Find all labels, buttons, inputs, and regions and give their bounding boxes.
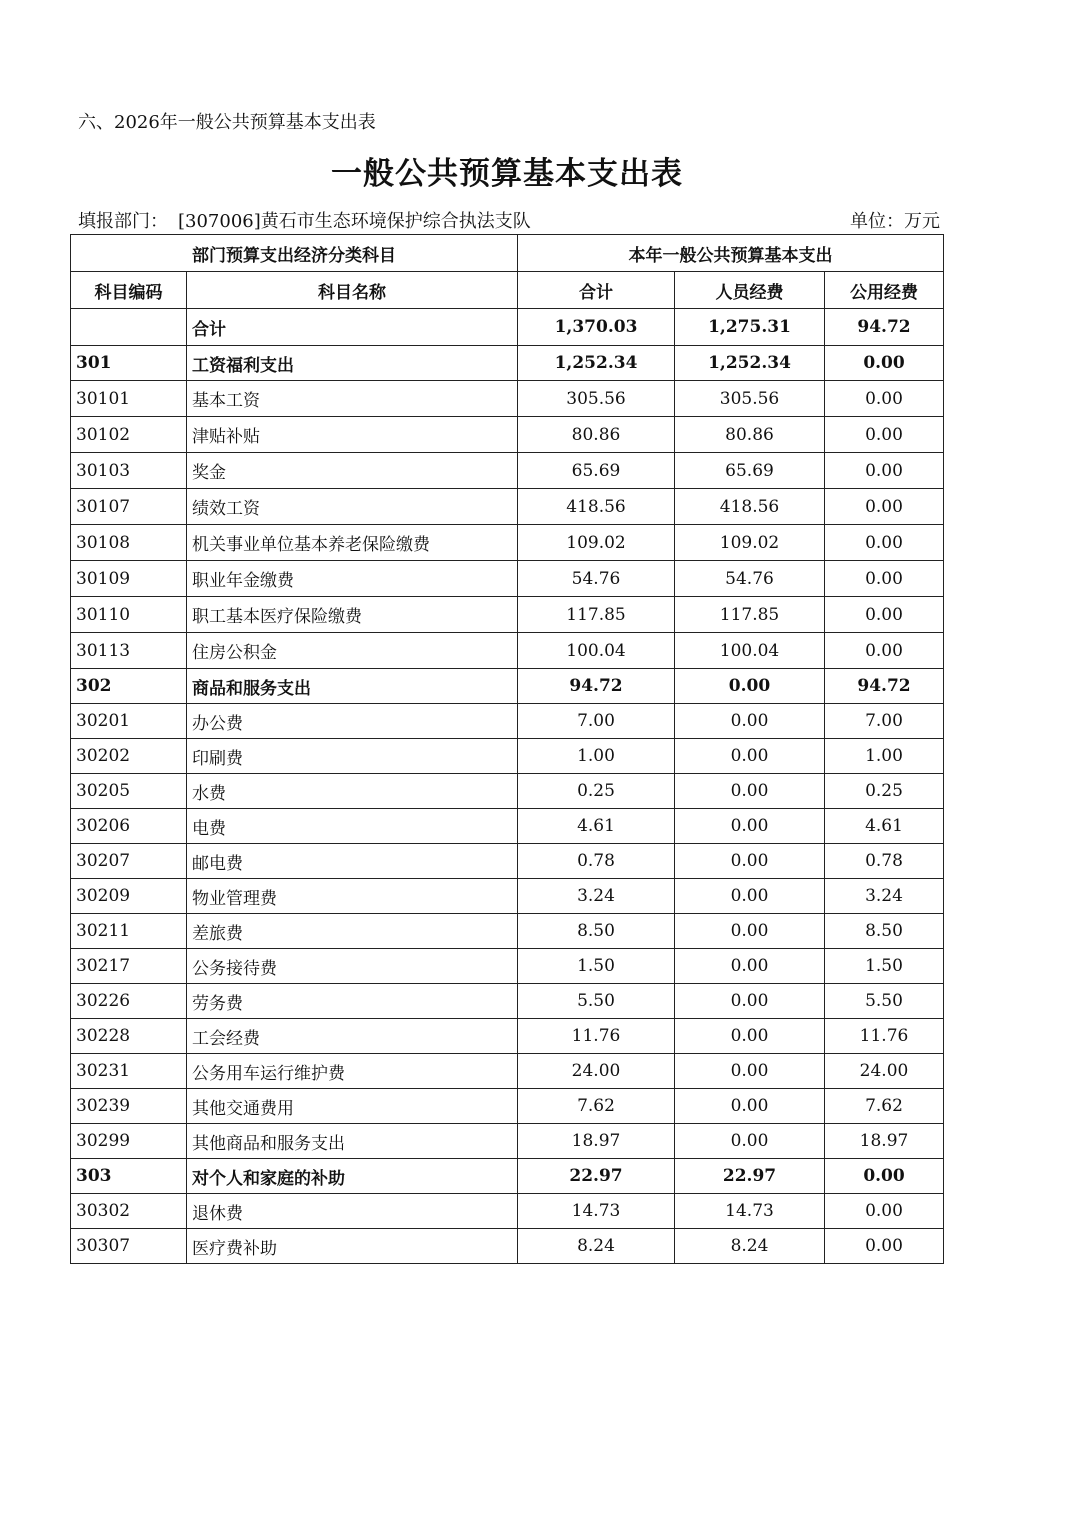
dept-label: 填报部门： xyxy=(78,211,168,232)
row-total: 418.56 xyxy=(518,489,675,525)
row-name: 公务用车运行维护费 xyxy=(187,1054,518,1089)
row-personnel: 100.04 xyxy=(675,633,825,669)
table-row xyxy=(71,525,944,561)
table-row xyxy=(71,809,944,844)
row-personnel: 8.24 xyxy=(675,1229,825,1264)
table-body xyxy=(71,235,944,1264)
row-public: 0.00 xyxy=(825,1194,944,1229)
row-name: 公务接待费 xyxy=(187,949,518,984)
row-name: 津贴补贴 xyxy=(187,417,518,453)
row-personnel: 418.56 xyxy=(675,489,825,525)
table-row xyxy=(71,453,944,489)
row-personnel: 0.00 xyxy=(675,669,825,704)
row-public: 0.00 xyxy=(825,525,944,561)
row-public: 1.50 xyxy=(825,949,944,984)
row-public: 7.62 xyxy=(825,1089,944,1124)
row-name: 住房公积金 xyxy=(187,633,518,669)
header-personnel: 人员经费 xyxy=(675,272,825,309)
row-name: 商品和服务支出 xyxy=(187,669,518,704)
row-personnel: 54.76 xyxy=(675,561,825,597)
table-row xyxy=(71,597,944,633)
row-public: 3.24 xyxy=(825,879,944,914)
row-public: 0.00 xyxy=(825,489,944,525)
row-public: 11.76 xyxy=(825,1019,944,1054)
row-total: 65.69 xyxy=(518,453,675,489)
row-public: 7.00 xyxy=(825,704,944,739)
row-code: 30209 xyxy=(71,879,187,914)
row-total: 0.78 xyxy=(518,844,675,879)
row-total: 24.00 xyxy=(518,1054,675,1089)
row-public: 0.00 xyxy=(825,453,944,489)
row-code: 30239 xyxy=(71,1089,187,1124)
row-total: 80.86 xyxy=(518,417,675,453)
table-group-row xyxy=(71,1159,944,1194)
row-code: 302 xyxy=(71,669,187,704)
row-total: 1.50 xyxy=(518,949,675,984)
row-personnel: 0.00 xyxy=(675,1124,825,1159)
row-total: 1.00 xyxy=(518,739,675,774)
row-name: 邮电费 xyxy=(187,844,518,879)
row-personnel: 305.56 xyxy=(675,381,825,417)
header-public: 公用经费 xyxy=(825,272,944,309)
table-group-row xyxy=(71,669,944,704)
row-public: 0.00 xyxy=(825,633,944,669)
table-row xyxy=(71,1194,944,1229)
table-row xyxy=(71,914,944,949)
header-economic-classification: 部门预算支出经济分类科目 xyxy=(71,235,518,272)
row-personnel: 117.85 xyxy=(675,597,825,633)
row-code: 30207 xyxy=(71,844,187,879)
table-row xyxy=(71,739,944,774)
row-total: 14.73 xyxy=(518,1194,675,1229)
row-total: 109.02 xyxy=(518,525,675,561)
row-total: 94.72 xyxy=(518,669,675,704)
row-total: 117.85 xyxy=(518,597,675,633)
row-name: 职工基本医疗保险缴费 xyxy=(187,597,518,633)
row-code: 30201 xyxy=(71,704,187,739)
row-total: 8.24 xyxy=(518,1229,675,1264)
row-personnel: 109.02 xyxy=(675,525,825,561)
row-name: 物业管理费 xyxy=(187,879,518,914)
row-name: 工资福利支出 xyxy=(187,346,518,381)
row-public: 94.72 xyxy=(825,669,944,704)
total-personnel: 1,275.31 xyxy=(675,309,825,346)
row-name: 医疗费补助 xyxy=(187,1229,518,1264)
row-name: 差旅费 xyxy=(187,914,518,949)
row-public: 8.50 xyxy=(825,914,944,949)
row-code: 301 xyxy=(71,346,187,381)
row-public: 0.00 xyxy=(825,1229,944,1264)
table-row xyxy=(71,704,944,739)
row-code: 30202 xyxy=(71,739,187,774)
row-personnel: 0.00 xyxy=(675,809,825,844)
row-public: 5.50 xyxy=(825,984,944,1019)
row-code: 30102 xyxy=(71,417,187,453)
row-total: 18.97 xyxy=(518,1124,675,1159)
table-row xyxy=(71,417,944,453)
unit-label: 单位：万元 xyxy=(850,211,940,232)
row-public: 0.00 xyxy=(825,561,944,597)
row-code: 30211 xyxy=(71,914,187,949)
row-personnel: 1,252.34 xyxy=(675,346,825,381)
table-row xyxy=(71,489,944,525)
row-total: 5.50 xyxy=(518,984,675,1019)
row-code: 30110 xyxy=(71,597,187,633)
table-row xyxy=(71,1124,944,1159)
table-row xyxy=(71,381,944,417)
row-code: 30107 xyxy=(71,489,187,525)
row-name: 绩效工资 xyxy=(187,489,518,525)
row-code: 30113 xyxy=(71,633,187,669)
table-row xyxy=(71,633,944,669)
row-public: 0.00 xyxy=(825,346,944,381)
row-personnel: 0.00 xyxy=(675,739,825,774)
row-personnel: 0.00 xyxy=(675,949,825,984)
row-personnel: 14.73 xyxy=(675,1194,825,1229)
row-personnel: 0.00 xyxy=(675,1054,825,1089)
row-name: 工会经费 xyxy=(187,1019,518,1054)
row-personnel: 0.00 xyxy=(675,774,825,809)
row-personnel: 80.86 xyxy=(675,417,825,453)
row-public: 0.00 xyxy=(825,381,944,417)
row-total: 54.76 xyxy=(518,561,675,597)
row-code: 303 xyxy=(71,1159,187,1194)
row-personnel: 65.69 xyxy=(675,453,825,489)
row-total: 100.04 xyxy=(518,633,675,669)
budget-table xyxy=(70,234,944,1264)
header-code: 科目编码 xyxy=(71,272,187,309)
header-row-group xyxy=(71,235,944,272)
reporting-department xyxy=(78,207,531,233)
row-personnel: 0.00 xyxy=(675,704,825,739)
row-code: 30231 xyxy=(71,1054,187,1089)
row-total: 3.24 xyxy=(518,879,675,914)
row-name: 退休费 xyxy=(187,1194,518,1229)
table-row xyxy=(71,561,944,597)
table-row xyxy=(71,949,944,984)
header-basic-expenditure: 本年一般公共预算基本支出 xyxy=(518,235,944,272)
row-personnel: 0.00 xyxy=(675,1019,825,1054)
table-row xyxy=(71,1019,944,1054)
row-total: 7.62 xyxy=(518,1089,675,1124)
row-total: 1,252.34 xyxy=(518,346,675,381)
row-code: 30101 xyxy=(71,381,187,417)
row-personnel: 0.00 xyxy=(675,844,825,879)
table-row xyxy=(71,1229,944,1264)
row-total: 4.61 xyxy=(518,809,675,844)
table-row xyxy=(71,984,944,1019)
row-personnel: 0.00 xyxy=(675,914,825,949)
row-name: 水费 xyxy=(187,774,518,809)
row-name: 基本工资 xyxy=(187,381,518,417)
row-name: 办公费 xyxy=(187,704,518,739)
row-personnel: 0.00 xyxy=(675,1089,825,1124)
table-row xyxy=(71,774,944,809)
total-public: 94.72 xyxy=(825,309,944,346)
row-name: 机关事业单位基本养老保险缴费 xyxy=(187,525,518,561)
table-row xyxy=(71,844,944,879)
row-personnel: 22.97 xyxy=(675,1159,825,1194)
total-total: 1,370.03 xyxy=(518,309,675,346)
row-public: 0.25 xyxy=(825,774,944,809)
total-label: 合计 xyxy=(187,309,518,346)
row-name: 其他商品和服务支出 xyxy=(187,1124,518,1159)
header-row-columns xyxy=(71,272,944,309)
row-name: 对个人和家庭的补助 xyxy=(187,1159,518,1194)
dept-name: [307006]黄石市生态环境保护综合执法支队 xyxy=(178,211,531,232)
row-code: 30103 xyxy=(71,453,187,489)
row-public: 0.00 xyxy=(825,1159,944,1194)
row-code: 30299 xyxy=(71,1124,187,1159)
row-total: 7.00 xyxy=(518,704,675,739)
table-group-row xyxy=(71,346,944,381)
row-name: 劳务费 xyxy=(187,984,518,1019)
row-public: 0.00 xyxy=(825,417,944,453)
row-code: 30302 xyxy=(71,1194,187,1229)
total-row xyxy=(71,309,944,346)
row-code: 30109 xyxy=(71,561,187,597)
row-code: 30226 xyxy=(71,984,187,1019)
row-code: 30228 xyxy=(71,1019,187,1054)
table-row xyxy=(71,1054,944,1089)
header-total: 合计 xyxy=(518,272,675,309)
row-public: 0.78 xyxy=(825,844,944,879)
row-name: 奖金 xyxy=(187,453,518,489)
row-code: 30205 xyxy=(71,774,187,809)
row-personnel: 0.00 xyxy=(675,984,825,1019)
row-public: 0.00 xyxy=(825,597,944,633)
row-public: 1.00 xyxy=(825,739,944,774)
row-name: 印刷费 xyxy=(187,739,518,774)
table-row xyxy=(71,879,944,914)
page-title: 一般公共预算基本支出表 xyxy=(331,156,683,192)
header-name: 科目名称 xyxy=(187,272,518,309)
row-total: 305.56 xyxy=(518,381,675,417)
row-public: 18.97 xyxy=(825,1124,944,1159)
row-public: 24.00 xyxy=(825,1054,944,1089)
total-code xyxy=(71,309,187,346)
table-row xyxy=(71,1089,944,1124)
row-personnel: 0.00 xyxy=(675,879,825,914)
row-code: 30217 xyxy=(71,949,187,984)
row-name: 电费 xyxy=(187,809,518,844)
row-total: 22.97 xyxy=(518,1159,675,1194)
row-public: 4.61 xyxy=(825,809,944,844)
row-name: 其他交通费用 xyxy=(187,1089,518,1124)
section-heading: 六、2026年一般公共预算基本支出表 xyxy=(78,112,376,133)
row-total: 8.50 xyxy=(518,914,675,949)
row-total: 0.25 xyxy=(518,774,675,809)
row-total: 11.76 xyxy=(518,1019,675,1054)
row-code: 30108 xyxy=(71,525,187,561)
row-name: 职业年金缴费 xyxy=(187,561,518,597)
row-code: 30307 xyxy=(71,1229,187,1264)
row-code: 30206 xyxy=(71,809,187,844)
